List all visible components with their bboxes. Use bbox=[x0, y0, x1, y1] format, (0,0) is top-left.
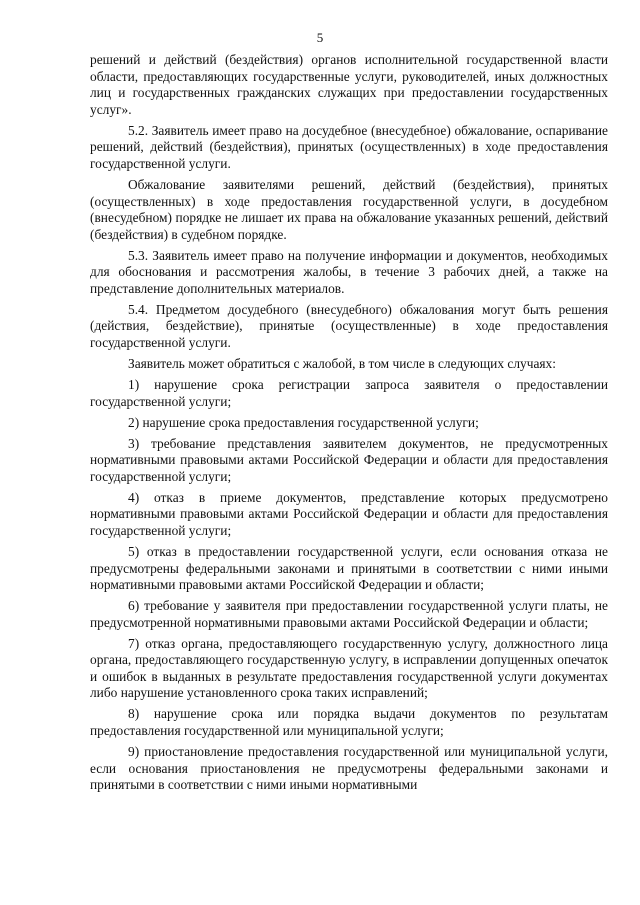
paragraph: Заявитель может обратиться с жалобой, в том числе в следующих случаях: bbox=[128, 356, 556, 372]
paragraph: Обжалование заявителями решений, действий (бездействия), принятых (осуществленных) в ходе предоставления государственной услуги, в досудебном (внесудебном) порядке не лишает их права на обжалование указанных решений, действий (бездействия) в судебном порядке. bbox=[90, 176, 608, 242]
paragraph: 5) отказ в предоставлении государственной услуги, если основания отказа не предусмотрены федеральными законами и принятыми в соответствии с ними иными нормативными правовыми актами Российской Федерации и области; bbox=[90, 543, 608, 593]
paragraph: 7) отказ органа, предоставляющего государственную услугу, должностного лица органа, предоставляющего государственную услугу, в исправлении допущенных опечаток и ошибок в выданных в результате предоставления государственной услуги документах либо нарушение установленного срока таких исправлений; bbox=[90, 635, 608, 701]
page-number: 5 bbox=[316, 30, 324, 45]
paragraph: 6) требование у заявителя при предоставлении государственной услуги платы, не предусмотренной нормативными правовыми актами Российской Федерации и области; bbox=[90, 598, 608, 630]
paragraph: 5.3. Заявитель имеет право на получение информации и документов, необходимых для обоснования и рассмотрения жалобы, в течение 3 рабочих дней, а также на представление дополнительных материалов. bbox=[90, 247, 608, 296]
paragraph: 3) требование представления заявителем документов, не предусмотренных нормативными правовыми актами Российской Федерации и области для предоставления государственной услуги; bbox=[90, 435, 608, 484]
paragraph: решений и действий (бездействия) органов исполнительной государственной власти области, предоставляющих государственные услуги, руководителей, иных должностных лиц и государственных гражданских служащих при предоставлении государственных услуг». bbox=[90, 52, 608, 117]
paragraph: 5.4. Предметом досудебного (внесудебного) обжалования могут быть решения (действия, бездействие), принятые (осуществленные) в ходе предоставления государственной услуги. bbox=[90, 301, 608, 351]
paragraph: 1) нарушение срока регистрации запроса заявителя о предоставлении государственной услуги; bbox=[90, 377, 608, 409]
paragraph: 9) приостановление предоставления государственной или муниципальной услуги, если основания приостановления не предусмотрены федеральными законами и принятыми в соответствии с ними иными нормативными bbox=[90, 744, 608, 793]
paragraph: 2) нарушение срока предоставления государственной услуги; bbox=[128, 414, 479, 430]
document-body bbox=[90, 52, 608, 798]
paragraph: 8) нарушение срока или порядка выдачи документов по результатам предоставления государственной или муниципальной услуги; bbox=[90, 706, 608, 739]
paragraph: 5.2. Заявитель имеет право на досудебное (внесудебное) обжалование, оспаривание решений, действий (бездействия), принятых (осуществленных) в ходе предоставления государственной услуги. bbox=[90, 122, 608, 171]
paragraph: 4) отказ в приеме документов, представление которых предусмотрено нормативными правовыми актами Российской Федерации и области для предоставления государственной услуги; bbox=[90, 489, 608, 538]
